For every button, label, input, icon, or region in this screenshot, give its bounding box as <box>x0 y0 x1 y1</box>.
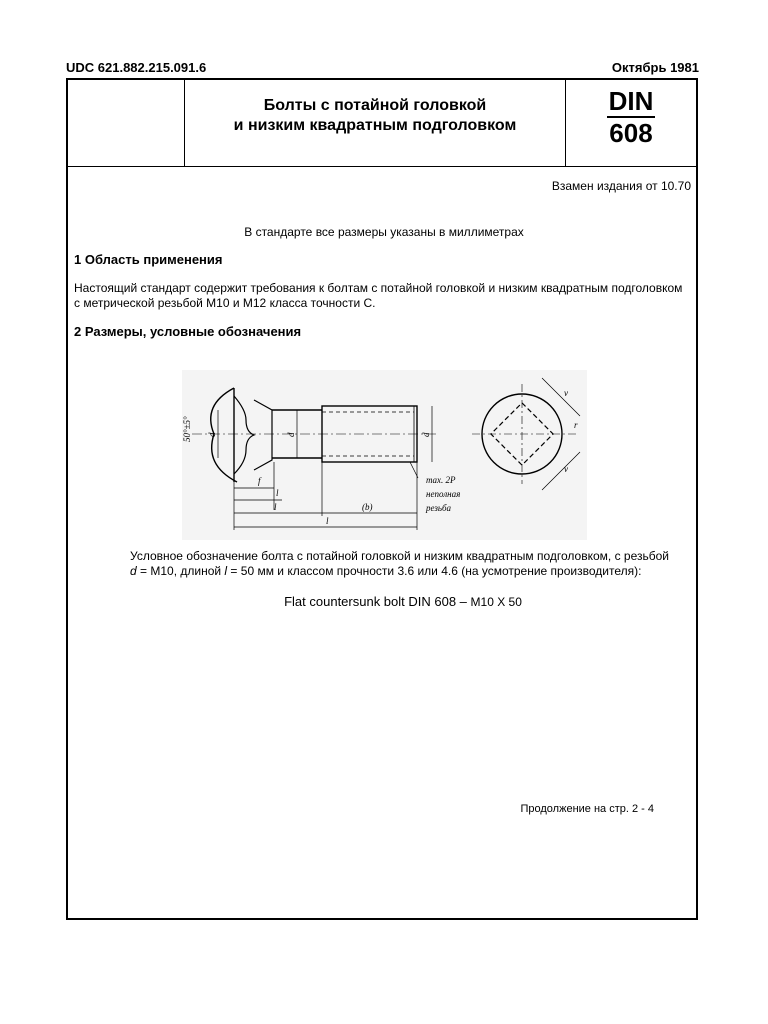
issue-date: Октябрь 1981 <box>611 60 699 75</box>
designation-text: Условное обозначение болта с потайной головкой и низким квадратным подголовком, с резьбой d = М10, длиной l = 50 мм и классом прочности 3.6 или 4.6 (на усмотрение производителя): <box>130 549 669 578</box>
label-d1: d <box>207 432 217 437</box>
label-f: f <box>258 476 261 486</box>
bolt-drawing <box>182 370 587 540</box>
label-incomplete: неполная <box>426 489 461 499</box>
title-line-2: и низким квадратным подголовком <box>233 117 517 134</box>
standard-number-cell <box>565 80 696 166</box>
label-v-bottom: v <box>564 464 568 474</box>
section-1-heading: 1 Область применения <box>74 252 223 267</box>
title-line-1: Болты с потайной головкой <box>263 97 487 114</box>
label-thread: резьба <box>426 503 452 513</box>
label-l1: l <box>276 488 279 498</box>
label-d: d <box>421 432 431 437</box>
header-row <box>68 80 696 167</box>
label-r: r <box>574 420 578 430</box>
designation-example: Flat countersunk bolt DIN 608 – M10 X 50 <box>284 594 522 609</box>
label-v-top: v <box>564 388 568 398</box>
label-b: (b) <box>362 502 373 512</box>
label-ds: d <box>286 432 296 437</box>
section-2-heading: 2 Размеры, условные обозначения <box>74 324 302 339</box>
label-max-2p: max. 2P <box>426 475 456 485</box>
label-lg: l <box>274 502 277 512</box>
din-label: DIN <box>608 86 654 116</box>
din-number: 608 <box>609 118 653 148</box>
angle-label: 50°±5° <box>182 416 192 442</box>
section-1-text: Настоящий стандарт содержит требования к болтам с потайной головкой и низким квадратным подголовком с метрической резьбой М10 и М12 класса точности С. <box>74 281 683 310</box>
replaces-edition: Взамен издания от 10.70 <box>551 179 691 193</box>
label-l: l <box>326 516 329 526</box>
dimensions-note: В стандарте все размеры указаны в миллиметрах <box>244 225 524 239</box>
square-neck <box>234 396 254 474</box>
header-left-cell <box>68 80 185 166</box>
continuation-note: Продолжение на стр. 2 - 4 <box>520 803 654 815</box>
document-title <box>184 96 566 136</box>
udc-code: UDC 621.882.215.091.6 <box>66 60 207 75</box>
